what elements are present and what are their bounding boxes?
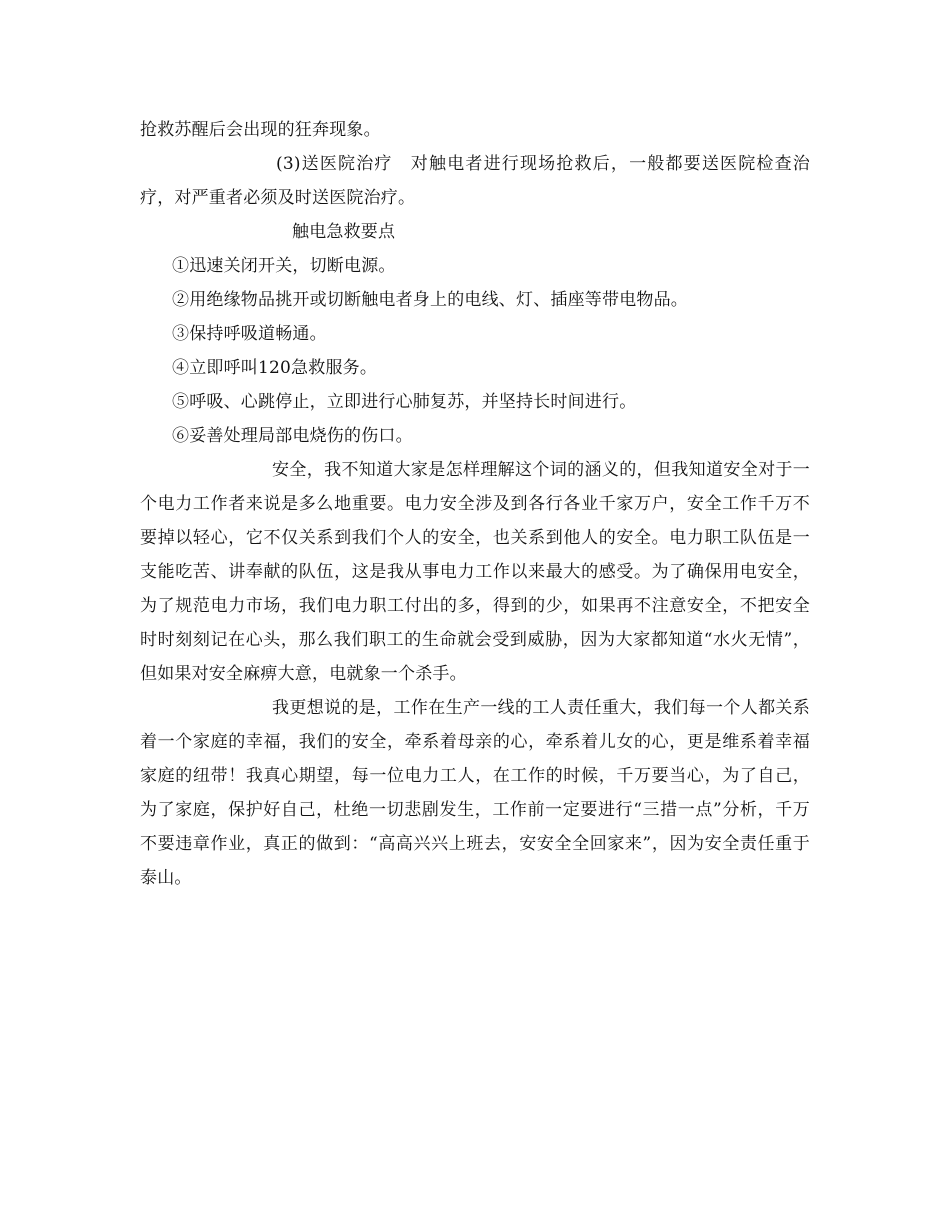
paragraph-intro-end: 抢救苏醒后会出现的狂奔现象。: [140, 120, 381, 140]
section-heading: 触电急救要点: [292, 222, 396, 242]
list-item: ①迅速关闭开关，切断电源。: [172, 256, 396, 276]
paragraph-hospital-treatment: (3)送医院治疗 对触电者进行现场抢救后，一般都要送医院检查治疗，对严重者必须及时送医院治疗。: [140, 154, 810, 208]
list-item: ③保持呼吸道畅通。: [172, 324, 327, 344]
first-aid-list: [140, 249, 810, 453]
list-item: ④立即呼叫120急救服务。: [172, 358, 378, 378]
list-item: ②用绝缘物品挑开或切断触电者身上的电线、灯、插座等带电物品。: [172, 290, 688, 310]
paragraph-worker-responsibility: 我更想说的是，工作在生产一线的工人责任重大，我们每一个人都关系着一个家庭的幸福，我们的安全，牵系着母亲的心，牵系着儿女的心，更是维系着幸福家庭的纽带！我真心期望，每一位电力工人，在工作的时候，千万要当心，为了自己，为了家庭，保护好自己，杜绝一切悲剧发生，工作前一定要进行“三措一点”分析，千万不要违章作业，真正的做到：“高高兴兴上班去，安安全全回家来”，因为安全责任重于泰山。: [140, 698, 810, 888]
list-item: ⑥妥善处理局部电烧伤的伤口。: [172, 426, 413, 446]
paragraph-safety-importance: 安全，我不知道大家是怎样理解这个词的涵义的，但我知道安全对于一个电力工作者来说是多么地重要。电力安全涉及到各行各业千家万户，安全工作千万不要掉以轻心，它不仅关系到我们个人的安全，也关系到他人的安全。电力职工队伍是一支能吃苦、讲奉献的队伍，这是我从事电力工作以来最大的感受。为了确保用电安全，为了规范电力市场，我们电力职工付出的多，得到的少，如果再不注意安全，不把安全时时刻刻记在心头，那么我们职工的生命就会受到威胁，因为大家都知道“水火无情”，但如果对安全麻痹大意，电就象一个杀手。: [140, 460, 810, 684]
document-body: [140, 113, 810, 895]
list-item: ⑤呼吸、心跳停止，立即进行心肺复苏，并坚持长时间进行。: [172, 392, 637, 412]
